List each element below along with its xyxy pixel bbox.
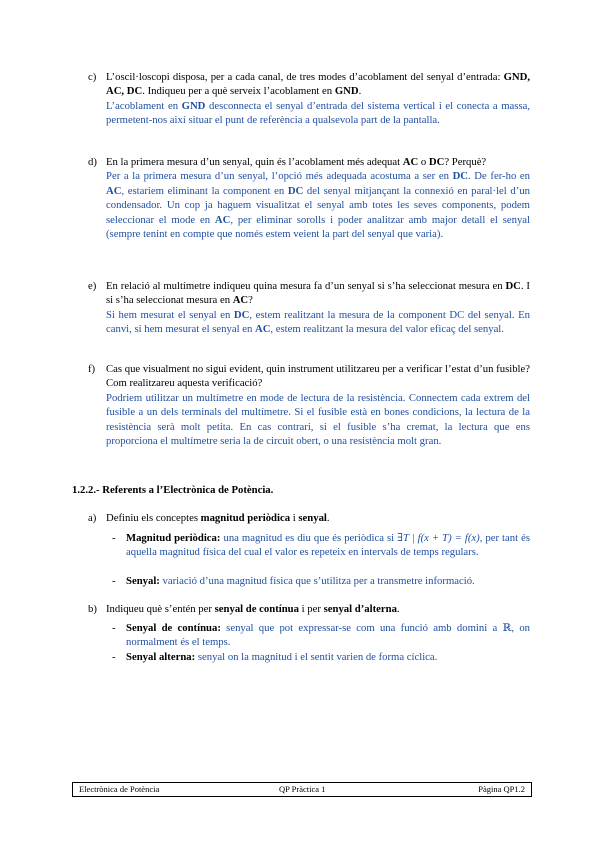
answer-text: Podriem utilitzar un multímetre en mode de lectura de la resistència. Connectem cada extrem del fusible a un dels terminals del multímetre. Si el fusible està en bones condicions, la lectura de la resistència serà molt petita. En cas contrari, si el fusible s’ha cremat, la lectura que ens proporciona el multímetre seria la de circuit obert, o una resistència molt gran. <box>106 391 530 448</box>
subquestion-text: Indiqueu què s’entén per <box>106 603 212 615</box>
keyword: AC <box>214 213 231 226</box>
bullet-senyal <box>112 574 530 588</box>
definition-text: senyal que pot expressar-se com una funció amb domini a ℝ, on normalment és el temps. <box>126 622 531 649</box>
bullet-senyal-alterna <box>112 650 530 664</box>
answer-d <box>106 169 530 241</box>
answer-e <box>106 308 530 337</box>
subquestion-text: i per <box>301 603 321 615</box>
bullet-senyal-continua <box>112 621 531 650</box>
footer-practice: QP Pràctica 1 <box>279 784 326 794</box>
subquestion-b <box>88 602 530 616</box>
answer-text: , estariem eliminant la component en <box>121 184 285 197</box>
keyword: DC <box>233 308 250 321</box>
question-text: Cas que visualment no sigui evident, quin instrument utilitzareu per a verificar l’estat d’un fusible? Com realitzareu aquesta verificació? <box>106 363 530 390</box>
subquestion-a <box>88 511 530 525</box>
bullet-dash: - <box>112 575 116 587</box>
subquestion-text: i <box>292 512 296 524</box>
definition-text: , per tant és aquella magnitud física del cual el valor es repeteix en intervals de temps regulars. <box>126 532 530 559</box>
question-text: En la primera mesura d’un senyal, quin és l’acoblament més adequat <box>106 156 401 168</box>
keyword: GND, AC, DC <box>106 71 531 98</box>
keyword: DC <box>452 170 469 183</box>
answer-text: , estem realitzant la mesura de la component DC del senyal. En canvi, si hem mesurat el senyal en <box>106 308 530 336</box>
question-d <box>88 155 530 241</box>
page-footer <box>72 782 532 797</box>
keyword: AC <box>232 294 249 307</box>
answer-text: Si hem mesurat el senyal en <box>106 308 231 321</box>
term: Magnitud periòdica: <box>126 532 221 544</box>
definition-text: variació d’una magnitud física que s’utilitza per a transmetre informació. <box>162 575 475 587</box>
subquestion-text: Definiu els conceptes <box>106 512 198 524</box>
subquestion-label: b) <box>88 603 97 615</box>
keyword: DC <box>428 156 445 168</box>
keyword: DC <box>505 280 521 292</box>
definition-text: una magnitud es diu que és periòdica si <box>223 532 395 544</box>
answer-text: del senyal mitjançant la connexió en paral·lel d’un condensador. Un cop ja haguem visualitzat el senyal amb totes les seves components, podem seleccionar el mode en <box>106 184 531 226</box>
question-label: c) <box>88 71 97 83</box>
answer-text: , estem realitzant la mesura del valor eficaç del senyal. <box>270 323 504 336</box>
keyword: GND <box>334 85 359 98</box>
question-text: L’oscil·loscopi disposa, per a cada canal, de tres modes d’acoblament del senyal d’entrada: <box>106 71 501 83</box>
keyword: AC <box>254 323 271 336</box>
section-heading: 1.2.2.- Referents a l’Electrònica de Potència. <box>72 484 274 496</box>
answer-text: L’acoblament en <box>106 99 179 112</box>
keyword: magnitud periòdica <box>200 512 291 524</box>
answer-text: desconnecta el senyal d’entrada del sistema vertical i el conecta a massa, permetent-nos així situar el punt de referència a qualsevola part de la pantalla. <box>106 99 531 127</box>
subquestion-text: . <box>396 603 400 615</box>
math-expression: ∃T | f(x + T) = f(x) <box>397 532 480 544</box>
question-c <box>88 70 530 128</box>
question-text: ? Perquè? <box>444 156 487 168</box>
answer-text: Per a la primera mesura d’un senyal, l’opció més adequada acostuma a ser en <box>106 170 449 183</box>
term: Senyal: <box>126 575 160 587</box>
keyword: GND <box>181 99 206 112</box>
keyword: senyal <box>298 512 327 524</box>
answer-f <box>106 391 530 449</box>
question-text: . <box>358 85 362 98</box>
keyword: AC <box>402 156 419 168</box>
question-e <box>88 279 530 337</box>
footer-page-number: Pàgina QP1.2 <box>478 784 525 794</box>
question-text: . Indiqueu per a què serveix l’acoblament en <box>142 85 333 98</box>
bullet-dash: - <box>112 532 116 544</box>
question-text: En relació al multímetre indiqueu quina mesura fa d’un senyal si s’ha seleccionat mesura en <box>106 280 503 292</box>
answer-text: . De fer-ho en <box>468 170 530 183</box>
question-label: e) <box>88 280 97 292</box>
keyword: AC <box>106 184 122 197</box>
term: Senyal de contínua: <box>126 622 221 634</box>
keyword: senyal d’alterna <box>323 603 397 615</box>
answer-c <box>106 99 530 128</box>
subquestion-label: a) <box>88 512 97 524</box>
keyword: senyal de contínua <box>214 603 299 615</box>
question-label: f) <box>88 363 96 375</box>
keyword: DC <box>287 184 304 197</box>
answer-text: , per eliminar sorolls i poder analitzar amb major detall el senyal (sempre tenint en compte que només estem veient la part del senyal que varia). <box>106 213 531 241</box>
question-text: o <box>420 156 427 168</box>
subquestion-text: . <box>326 512 330 524</box>
term: Senyal alterna: <box>126 651 196 663</box>
footer-course: Electrònica de Potència <box>79 784 160 794</box>
bullet-dash: - <box>112 651 116 663</box>
definition-text: senyal on la magnitud i el sentit varien de forma cíclica. <box>197 651 438 663</box>
question-text: ? <box>248 294 253 307</box>
question-label: d) <box>88 156 97 168</box>
question-f <box>88 362 530 448</box>
question-text: . I si s’ha seleccionat mesura en <box>106 280 530 307</box>
bullet-dash: - <box>112 622 116 634</box>
bullet-magnitud-periodica <box>112 531 530 560</box>
